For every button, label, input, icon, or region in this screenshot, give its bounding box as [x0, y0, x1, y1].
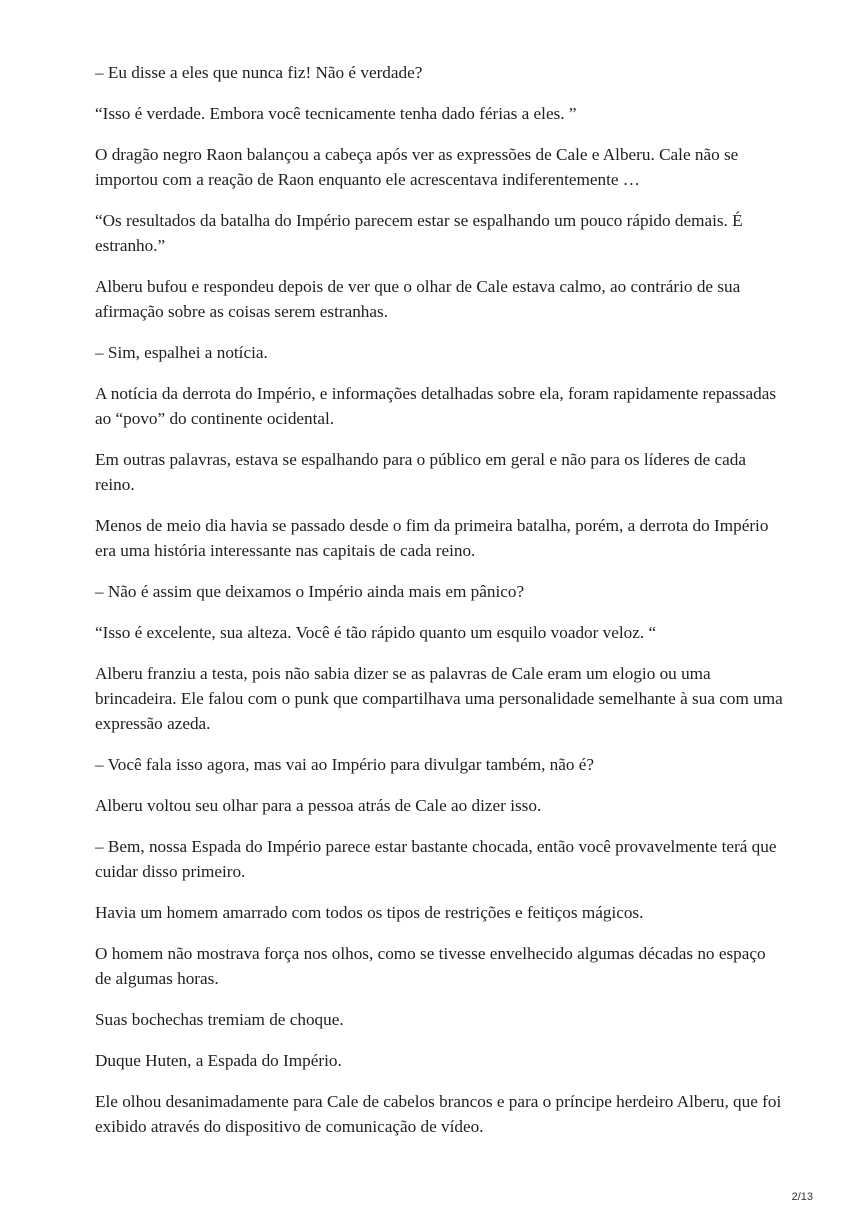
paragraph: “Isso é verdade. Embora você tecnicamente tenha dado férias a eles. ” [95, 104, 577, 123]
paragraph: Em outras palavras, estava se espalhando para o público em geral e não para os líderes de cada reino. [95, 450, 746, 494]
paragraph: – Eu disse a eles que nunca fiz! Não é verdade? [95, 63, 423, 82]
paragraph: – Não é assim que deixamos o Império ainda mais em pânico? [95, 582, 525, 601]
paragraph: Menos de meio dia havia se passado desde o fim da primeira batalha, porém, a derrota do Império era uma história interessante nas capitais de cada reino. [95, 516, 769, 560]
paragraph: O dragão negro Raon balançou a cabeça após ver as expressões de Cale e Alberu. Cale não se importou com a reação de Raon enquanto ele acrescentava indiferentemente … [95, 145, 739, 189]
paragraph: – Sim, espalhei a notícia. [95, 343, 268, 362]
paragraph: Alberu voltou seu olhar para a pessoa atrás de Cale ao dizer isso. [95, 796, 542, 815]
page-number: 2/13 [791, 1191, 813, 1203]
paragraph: Duque Huten, a Espada do Império. [95, 1051, 342, 1070]
paragraph: O homem não mostrava força nos olhos, como se tivesse envelhecido algumas décadas no espaço de algumas horas. [95, 944, 766, 988]
paragraph: – Bem, nossa Espada do Império parece estar bastante chocada, então você provavelmente terá que cuidar disso primeiro. [95, 837, 777, 881]
paragraph: “Isso é excelente, sua alteza. Você é tão rápido quanto um esquilo voador veloz. “ [95, 623, 657, 642]
paragraph: Alberu franziu a testa, pois não sabia dizer se as palavras de Cale eram um elogio ou uma brincadeira. Ele falou com o punk que compartilhava uma personalidade semelhante à sua com uma expressão azeda. [95, 664, 783, 733]
paragraph: Alberu bufou e respondeu depois de ver que o olhar de Cale estava calmo, ao contrário de sua afirmação sobre as coisas serem estranhas. [95, 277, 741, 321]
paragraph: “Os resultados da batalha do Império parecem estar se espalhando um pouco rápido demais. É estranho.” [95, 211, 743, 255]
paragraph: Ele olhou desanimadamente para Cale de cabelos brancos e para o príncipe herdeiro Alberu, que foi exibido através do dispositivo de comunicação de vídeo. [95, 1092, 782, 1136]
paragraph: Suas bochechas tremiam de choque. [95, 1010, 344, 1029]
page-body [95, 60, 785, 1155]
paragraph: – Você fala isso agora, mas vai ao Império para divulgar também, não é? [95, 755, 595, 774]
paragraph: Havia um homem amarrado com todos os tipos de restrições e feitiços mágicos. [95, 903, 644, 922]
paragraph: A notícia da derrota do Império, e informações detalhadas sobre ela, foram rapidamente repassadas ao “povo” do continente ocidental. [95, 384, 777, 428]
